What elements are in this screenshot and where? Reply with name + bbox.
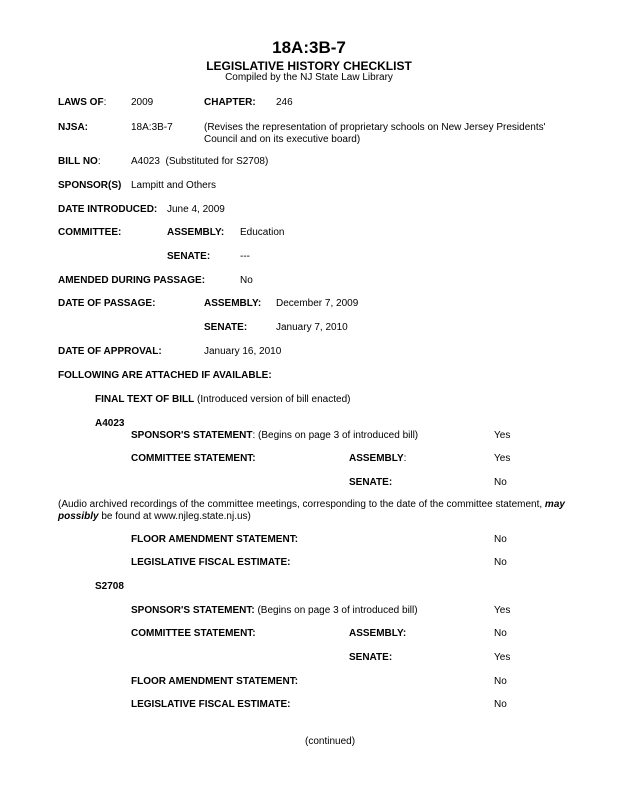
s2708-sponsor-value: Yes [494, 605, 511, 616]
final-text-row [95, 394, 350, 406]
laws-of-field [58, 97, 106, 109]
laws-of-value: 2009 [131, 97, 154, 108]
s2708-fiscal-label: LEGISLATIVE FISCAL ESTIMATE: [131, 699, 291, 710]
passage-assembly-value: December 7, 2009 [276, 298, 359, 309]
laws-of-label: LAWS OF [58, 97, 104, 108]
s2708-sponsor-note: (Begins on page 3 of introduced bill) [254, 605, 418, 616]
a4023-floor-value: No [494, 534, 507, 545]
bill-a4023-heading: A4023 [95, 418, 125, 429]
s2708-fiscal-value: No [494, 699, 507, 710]
s2708-floor-value: No [494, 676, 507, 687]
statute-number: 18A:3B-7 [272, 38, 346, 57]
passage-assembly-label: ASSEMBLY: [204, 298, 262, 309]
bill-no-colon: : [97, 156, 101, 167]
passage-senate-value: January 7, 2010 [276, 322, 348, 333]
audio-note-emphasis: may possibly [58, 499, 565, 522]
a4023-assembly-colon: : [403, 453, 407, 464]
njsa-description: (Revises the representation of proprietary schools on New Jersey Presidents' Council and on its executive board) [204, 122, 546, 145]
a4023-assembly-value: Yes [494, 453, 511, 464]
approval-label: DATE OF APPROVAL: [58, 346, 162, 357]
bill-no-label: BILL NO [58, 156, 98, 167]
sponsor-label: SPONSOR(S) [58, 180, 122, 191]
date-introduced-value: June 4, 2009 [167, 204, 225, 215]
committee-senate-label: SENATE: [167, 251, 211, 262]
audio-note-part-2: be found at www.njleg.state.nj.us) [98, 511, 251, 522]
date-introduced-label: DATE INTRODUCED: [58, 204, 158, 215]
a4023-committee-label: COMMITTEE STATEMENT: [131, 453, 256, 464]
committee-assembly-value: Education [240, 227, 285, 238]
sponsor-value: Lampitt and Others [131, 180, 217, 191]
attached-heading: FOLLOWING ARE ATTACHED IF AVAILABLE: [58, 370, 272, 381]
bill-s2708-heading: S2708 [95, 581, 124, 592]
s2708-committee-label: COMMITTEE STATEMENT: [131, 628, 256, 639]
document-subtitle: Compiled by the NJ State Law Library [225, 72, 393, 83]
a4023-fiscal-value: No [494, 557, 507, 568]
committee-senate-value: --- [240, 251, 250, 262]
a4023-sponsor-value: Yes [494, 430, 511, 441]
passage-label: DATE OF PASSAGE: [58, 298, 156, 309]
a4023-senate-label: SENATE: [349, 477, 393, 488]
final-text-note: (Introduced version of bill enacted) [197, 394, 351, 405]
s2708-senate-value: Yes [494, 652, 511, 663]
a4023-floor-label: FLOOR AMENDMENT STATEMENT: [131, 534, 299, 545]
bill-substitution-note: (Substituted for S2708) [165, 156, 269, 167]
final-text-label: FINAL TEXT OF BILL [95, 394, 195, 405]
a4023-sponsor-note: : (Begins on page 3 of introduced bill) [252, 430, 419, 441]
a4023-fiscal-label: LEGISLATIVE FISCAL ESTIMATE: [131, 557, 291, 568]
s2708-sponsor-label: SPONSOR'S STATEMENT: [131, 605, 255, 616]
committee-assembly-label: ASSEMBLY: [167, 227, 225, 238]
bill-no-value [131, 156, 268, 168]
bill-no-field [58, 156, 101, 168]
audio-note-part-1: (Audio archived recordings of the committee meetings, corresponding to the date of the committee statement, [58, 499, 545, 510]
approval-value: January 16, 2010 [204, 346, 282, 357]
a4023-sponsor-label: SPONSOR'S STATEMENT [131, 430, 253, 441]
a4023-assembly-label: ASSEMBLY [349, 453, 404, 464]
amended-label: AMENDED DURING PASSAGE: [58, 275, 206, 286]
committee-label: COMMITTEE: [58, 227, 122, 238]
chapter-label: CHAPTER: [204, 97, 256, 108]
s2708-assembly-value: No [494, 628, 507, 639]
a4023-assembly-field [349, 453, 406, 465]
s2708-sponsor-statement [131, 605, 418, 617]
audio-archive-note [58, 499, 608, 523]
passage-senate-label: SENATE: [204, 322, 248, 333]
njsa-label: NJSA: [58, 122, 89, 133]
a4023-senate-value: No [494, 477, 507, 488]
continued-note: (continued) [305, 736, 356, 747]
amended-value: No [240, 275, 253, 286]
bill-number: A4023 [131, 156, 160, 167]
laws-of-colon: : [103, 97, 107, 108]
s2708-senate-label: SENATE: [349, 652, 393, 663]
document-title: LEGISLATIVE HISTORY CHECKLIST [206, 59, 412, 73]
njsa-value: 18A:3B-7 [131, 122, 173, 133]
s2708-assembly-label: ASSEMBLY: [349, 628, 407, 639]
a4023-sponsor-statement [131, 430, 418, 442]
s2708-floor-label: FLOOR AMENDMENT STATEMENT: [131, 676, 299, 687]
chapter-value: 246 [276, 97, 293, 108]
